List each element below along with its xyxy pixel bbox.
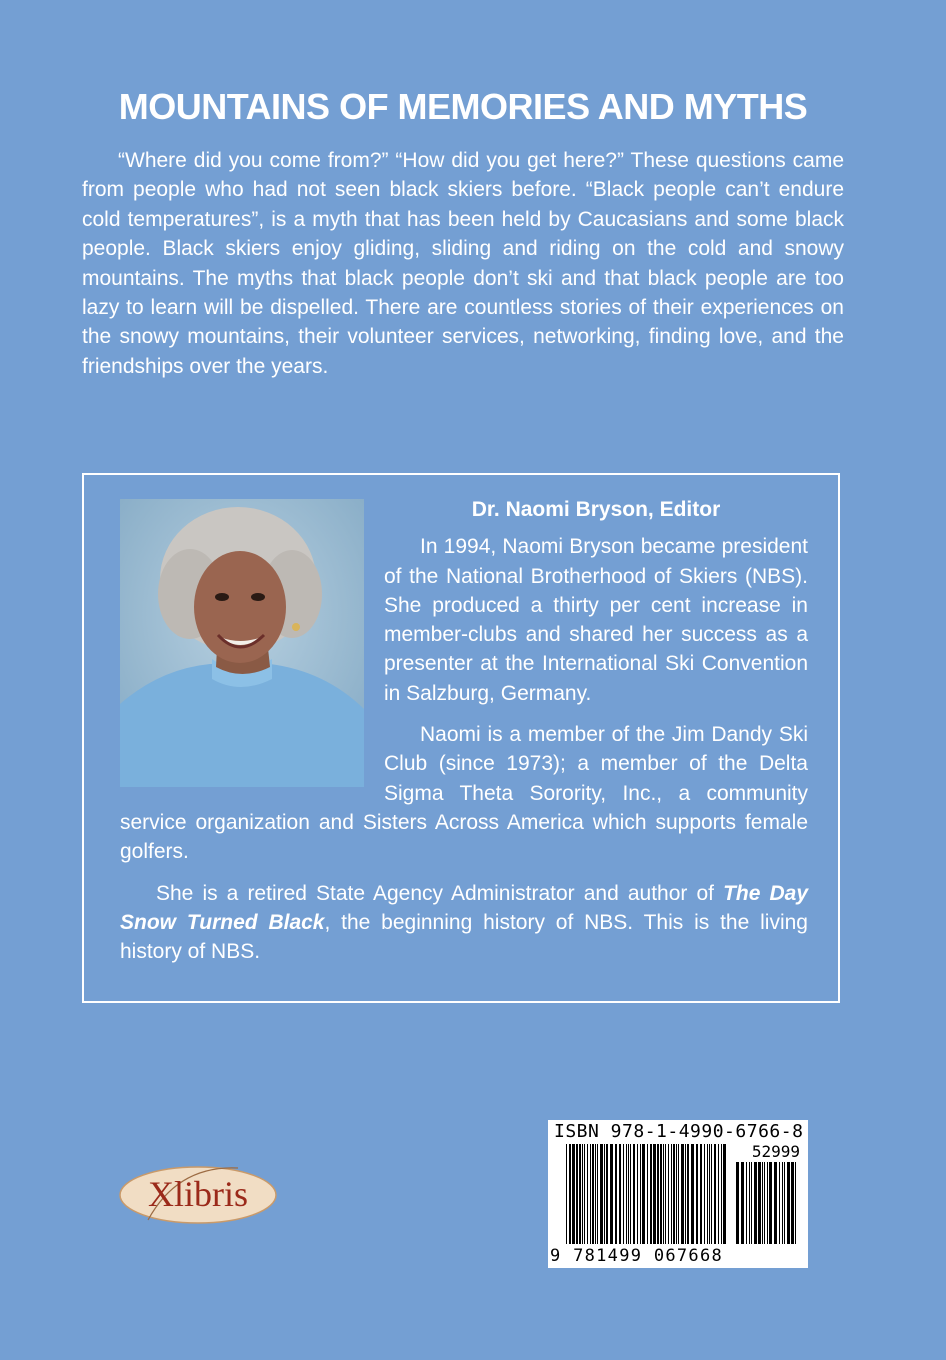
barcode-bar: [774, 1162, 777, 1244]
barcode-bar: [665, 1144, 666, 1244]
barcode-bar: [791, 1162, 794, 1244]
barcode-bar: [650, 1144, 652, 1244]
barcode-bar: [615, 1144, 617, 1244]
barcode-bar: [782, 1162, 783, 1244]
barcode-bar: [681, 1144, 684, 1244]
barcode-bar: [714, 1144, 716, 1244]
barcode-bar: [687, 1144, 689, 1244]
barcode-bar: [736, 1162, 739, 1244]
barcode-bar: [749, 1162, 750, 1244]
barcode-bar: [642, 1144, 645, 1244]
barcode-bar: [660, 1144, 662, 1244]
barcode-bar: [795, 1162, 796, 1244]
barcode-bar: [668, 1144, 669, 1244]
barcode-bar: [696, 1144, 698, 1244]
barcode-bar: [630, 1144, 631, 1244]
barcode-bar: [579, 1144, 581, 1244]
barcode-bar: [610, 1144, 613, 1244]
ean-digits: 9 781499 067668: [550, 1246, 724, 1266]
barcode-bar: [691, 1144, 694, 1244]
barcode-bar: [718, 1144, 719, 1244]
barcode-bar: [779, 1162, 780, 1244]
barcode-bar: [700, 1144, 702, 1244]
barcode-bar: [628, 1144, 629, 1244]
barcode-bar: [784, 1162, 785, 1244]
svg-text:Xlibris: Xlibris: [147, 1174, 249, 1214]
barcode-bar: [657, 1144, 659, 1244]
bio-paragraph-1: In 1994, Naomi Bryson became president of the National Brotherhood of Skiers (NBS). She produced a thirty per cent increase in member-clubs and shared her success as a presenter at the International Ski Convention in Salzburg, Germany.: [384, 535, 808, 705]
barcode-bar: [764, 1162, 765, 1244]
barcode-bar: [709, 1144, 710, 1244]
barcode-bar: [653, 1144, 656, 1244]
isbn-label: ISBN 978-1-4990-6766-8: [554, 1121, 804, 1142]
barcode-bar: [663, 1144, 664, 1244]
barcode-bar: [707, 1144, 708, 1244]
barcode-bar: [767, 1162, 768, 1244]
barcode-bar: [769, 1162, 772, 1244]
book-blurb: “Where did you come from?” “How did you get here?” These questions came from people who had not seen black skiers before. “Black people can’t endure cold temperatures”, is a myth that has been held by Caucasians and some black people. Black skiers enjoy gliding, sliding and riding on the cold and snowy mountains. The myths that black people don’t ski and that black people are too lazy to learn will be dispelled. There are countless stories of their experiences on the snowy mountains, their volunteer services, networking, finding love, and the friendships over the years.: [82, 149, 844, 378]
barcode-bar: [676, 1144, 677, 1244]
barcode-bar: [569, 1144, 571, 1244]
bio-paragraph-3: She is a retired State Agency Administrator and author of The Day Snow Turned Black, the beginning history of NBS. This is the living history of NBS.: [120, 881, 808, 964]
barcode-bar: [640, 1144, 641, 1244]
barcode-bar: [762, 1162, 763, 1244]
barcode-bar: [758, 1162, 761, 1244]
book-reference-title: The Day Snow Turned Black: [120, 881, 808, 934]
ean-barcode-bars: [566, 1144, 730, 1244]
price-code: 52999: [751, 1142, 800, 1161]
isbn-barcode: [548, 1120, 808, 1268]
barcode-bar: [590, 1144, 591, 1244]
barcode-bar: [647, 1144, 648, 1244]
barcode-bar: [746, 1162, 747, 1244]
barcode-bar: [606, 1144, 608, 1244]
barcode-bar: [587, 1144, 588, 1244]
barcode-bar: [787, 1162, 790, 1244]
barcode-bar: [626, 1144, 627, 1244]
barcode-bar: [600, 1144, 603, 1244]
barcode-bar: [633, 1144, 635, 1244]
editor-bio-box: [82, 473, 840, 1003]
barcode-bar: [741, 1162, 744, 1244]
barcode-bar: [685, 1144, 686, 1244]
barcode-bar: [704, 1144, 705, 1244]
barcode-bar: [597, 1144, 598, 1244]
barcode-bar: [623, 1144, 624, 1244]
barcode-bar: [723, 1144, 726, 1244]
barcode-bar: [576, 1144, 578, 1244]
barcode-bar: [619, 1144, 621, 1244]
barcode-bar: [673, 1144, 675, 1244]
barcode-bar: [721, 1144, 722, 1244]
barcode-bar: [678, 1144, 679, 1244]
barcode-bar: [604, 1144, 605, 1244]
barcode-bar: [595, 1144, 596, 1244]
barcode-bar: [671, 1144, 672, 1244]
barcode-bar: [592, 1144, 594, 1244]
price-barcode-bars: [736, 1162, 798, 1244]
barcode-bar: [572, 1144, 575, 1244]
editor-name: Dr. Naomi Bryson, Editor: [471, 498, 721, 521]
barcode-bar: [711, 1144, 712, 1244]
book-title: MOUNTAINS OF MEMORIES AND MYTHS: [118, 86, 808, 127]
bio-paragraph-2: Naomi is a member of the Jim Dandy Ski Club (since 1973); a member of the Delta Sigma Theta Sorority, Inc., a community service organization and Sisters Across America which supports female golfers.: [120, 723, 808, 864]
barcode-bar: [637, 1144, 638, 1244]
barcode-bar: [566, 1144, 567, 1244]
barcode-bar: [582, 1144, 583, 1244]
barcode-bar: [751, 1162, 752, 1244]
barcode-bar: [584, 1144, 585, 1244]
barcode-bar: [754, 1162, 757, 1244]
xlibris-logo: [118, 1160, 278, 1230]
